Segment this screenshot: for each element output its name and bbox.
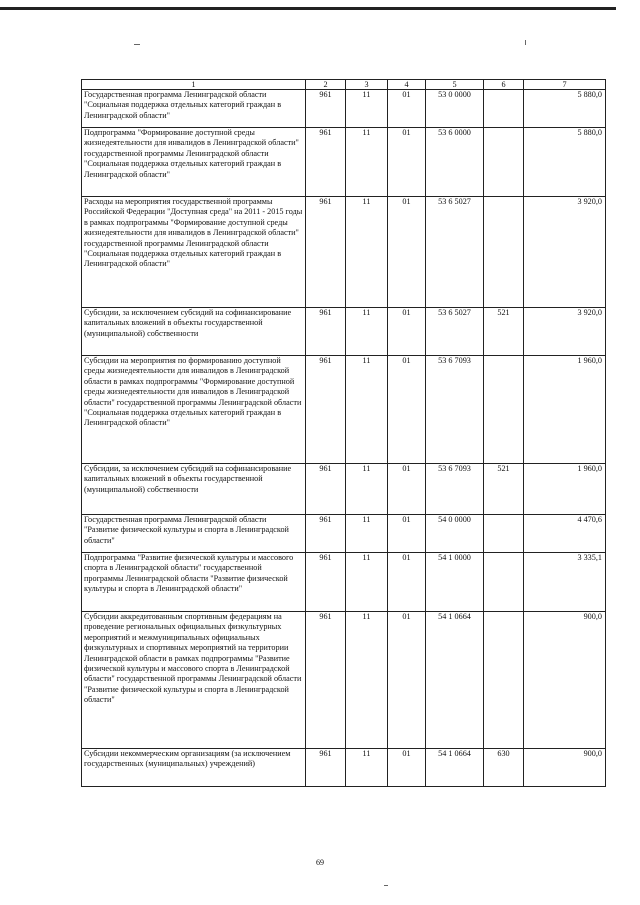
table-row <box>82 308 606 356</box>
target-article-code: 53 6 5027 <box>426 197 484 308</box>
amount: 4 470,6 <box>524 515 606 553</box>
section-code: 11 <box>346 515 388 553</box>
scan-speck <box>134 44 140 45</box>
ministry-code: 961 <box>306 128 346 197</box>
subsection-code: 01 <box>388 128 426 197</box>
subsection-code: 01 <box>388 515 426 553</box>
scan-speck <box>384 885 388 886</box>
section-code: 11 <box>346 553 388 612</box>
amount: 1 960,0 <box>524 356 606 464</box>
column-header: 2 <box>306 80 346 90</box>
table-row <box>82 128 606 197</box>
ministry-code: 961 <box>306 553 346 612</box>
amount: 5 880,0 <box>524 90 606 128</box>
row-title: Государственная программа Ленинградской области "Развитие физической культуры и спорта в Ленинградской области" <box>82 515 306 553</box>
row-title: Расходы на мероприятия государственной программы Российской Федерации "Доступная среда" на 2011 - 2015 годы в рамках подпрограммы "Формирование доступной среды жизнедеятельности для инвалидов в Ленинградской области" государственной программы Ленинградской области "Социальная поддержка отдельных категорий граждан в Ленинградской области" <box>82 197 306 308</box>
page-number: 69 <box>316 858 324 867</box>
subsection-code: 01 <box>388 90 426 128</box>
section-code: 11 <box>346 612 388 749</box>
target-article-code: 54 1 0664 <box>426 749 484 787</box>
target-article-code: 53 6 7093 <box>426 464 484 515</box>
table-header-row <box>82 80 606 90</box>
ministry-code: 961 <box>306 749 346 787</box>
target-article-code: 53 0 0000 <box>426 90 484 128</box>
target-article-code: 53 6 7093 <box>426 356 484 464</box>
row-title: Подпрограмма "Формирование доступной среды жизнедеятельности для инвалидов в Ленинградской области" государственной программы Ленинградской области "Социальная поддержка отдельных категорий граждан в Ленинградской области" <box>82 128 306 197</box>
table-row <box>82 612 606 749</box>
amount: 5 880,0 <box>524 128 606 197</box>
row-title: Подпрограмма "Развитие физической культуры и массового спорта в Ленинградской области" государственной программы Ленинградской области "Развитие физической культуры и спорта в Ленинградской области" <box>82 553 306 612</box>
table-row <box>82 90 606 128</box>
table-row <box>82 464 606 515</box>
target-article-code: 53 6 0000 <box>426 128 484 197</box>
section-code: 11 <box>346 308 388 356</box>
target-article-code: 54 1 0000 <box>426 553 484 612</box>
expense-type-code: 630 <box>484 749 524 787</box>
section-code: 11 <box>346 464 388 515</box>
subsection-code: 01 <box>388 197 426 308</box>
section-code: 11 <box>346 749 388 787</box>
ministry-code: 961 <box>306 356 346 464</box>
column-header: 5 <box>426 80 484 90</box>
table-row <box>82 515 606 553</box>
table-row <box>82 197 606 308</box>
subsection-code: 01 <box>388 749 426 787</box>
section-code: 11 <box>346 356 388 464</box>
target-article-code: 54 1 0664 <box>426 612 484 749</box>
expense-type-code <box>484 553 524 612</box>
row-title: Субсидии некоммерческим организациям (за исключением государственных (муниципальных) учреждений) <box>82 749 306 787</box>
expense-type-code <box>484 197 524 308</box>
amount: 3 920,0 <box>524 308 606 356</box>
row-title: Субсидии на мероприятия по формированию доступной среды жизнедеятельности для инвалидов в Ленинградской области в рамках подпрограммы "Формирование доступной среды жизнедеятельности для инвалидов в Ленинградской области" государственной программы Ленинградской области "Социальная поддержка отдельных категорий граждан в Ленинградской области" <box>82 356 306 464</box>
ministry-code: 961 <box>306 197 346 308</box>
expense-type-code <box>484 356 524 464</box>
column-header: 1 <box>82 80 306 90</box>
subsection-code: 01 <box>388 308 426 356</box>
scan-speck <box>525 40 526 45</box>
ministry-code: 961 <box>306 515 346 553</box>
amount: 3 335,1 <box>524 553 606 612</box>
ministry-code: 961 <box>306 612 346 749</box>
expense-type-code <box>484 515 524 553</box>
expense-type-code <box>484 90 524 128</box>
row-title: Субсидии аккредитованным спортивным федерациям на проведение региональных официальных физкультурных мероприятий и межмуниципальных официальных физкультурных и спортивных мероприятий на территории Ленинградской области в рамках подпрограммы "Развитие физической культуры и массового спорта в Ленинградской области" государственной программы Ленинградской области "Развитие физической культуры и спорта в Ленинградской области" <box>82 612 306 749</box>
expense-type-code: 521 <box>484 464 524 515</box>
table-row <box>82 749 606 787</box>
column-header: 6 <box>484 80 524 90</box>
column-header: 7 <box>524 80 606 90</box>
target-article-code: 54 0 0000 <box>426 515 484 553</box>
budget-table <box>81 79 606 787</box>
subsection-code: 01 <box>388 612 426 749</box>
section-code: 11 <box>346 197 388 308</box>
column-header: 3 <box>346 80 388 90</box>
ministry-code: 961 <box>306 464 346 515</box>
amount: 900,0 <box>524 749 606 787</box>
amount: 900,0 <box>524 612 606 749</box>
subsection-code: 01 <box>388 553 426 612</box>
column-header: 4 <box>388 80 426 90</box>
expense-type-code <box>484 128 524 197</box>
section-code: 11 <box>346 128 388 197</box>
table-body <box>82 80 606 787</box>
table-row <box>82 356 606 464</box>
subsection-code: 01 <box>388 464 426 515</box>
amount: 3 920,0 <box>524 197 606 308</box>
ministry-code: 961 <box>306 90 346 128</box>
table-row <box>82 553 606 612</box>
subsection-code: 01 <box>388 356 426 464</box>
scan-top-border <box>0 7 616 10</box>
row-title: Государственная программа Ленинградской области "Социальная поддержка отдельных категорий граждан в Ленинградской области" <box>82 90 306 128</box>
target-article-code: 53 6 5027 <box>426 308 484 356</box>
ministry-code: 961 <box>306 308 346 356</box>
expense-type-code <box>484 612 524 749</box>
amount: 1 960,0 <box>524 464 606 515</box>
row-title: Субсидии, за исключением субсидий на софинансирование капитальных вложений в объекты государственной (муниципальной) собственности <box>82 308 306 356</box>
section-code: 11 <box>346 90 388 128</box>
row-title: Субсидии, за исключением субсидий на софинансирование капитальных вложений в объекты государственной (муниципальной) собственности <box>82 464 306 515</box>
expense-type-code: 521 <box>484 308 524 356</box>
